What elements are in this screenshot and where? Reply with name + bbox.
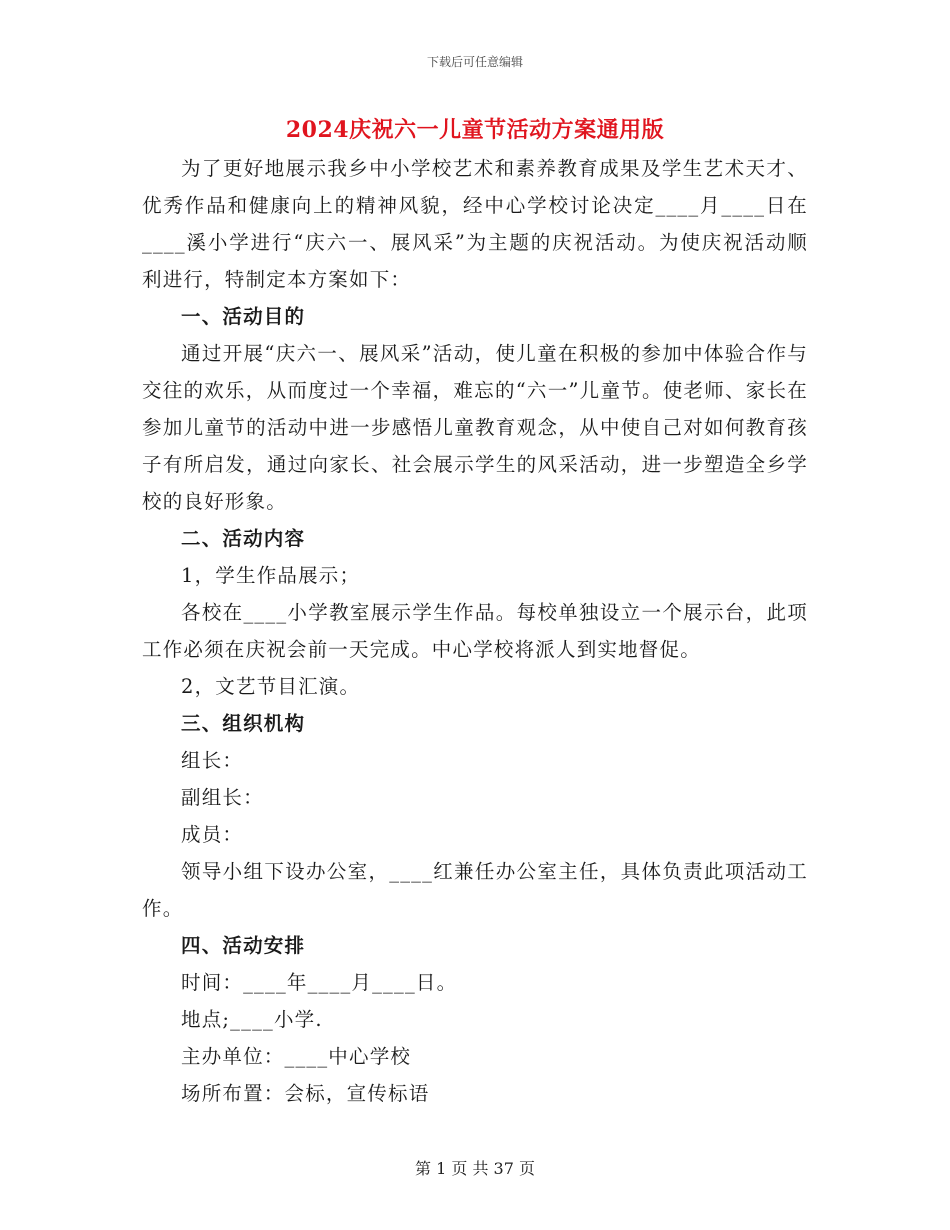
- document-title: 2024庆祝六一儿童节活动方案通用版: [285, 117, 665, 143]
- section-heading-content: 二、活动内容: [181, 527, 306, 550]
- content-item-2: 2，文艺节目汇演。: [181, 675, 361, 698]
- org-members: 成员：: [181, 823, 244, 846]
- schedule-organizer: 主办单位：____中心学校: [181, 1045, 412, 1068]
- content-item-1-detail: 各校在____小学教室展示学生作品。每校单独设立一个展示台，此项工作必须在庆祝会前一天完成。中心学校将派人到实地督促。: [142, 601, 808, 661]
- org-deputy-leader: 副组长：: [181, 786, 264, 809]
- content-item-1: 1，学生作品展示；: [181, 564, 361, 587]
- schedule-time: 时间：____年____月____日。: [181, 971, 458, 994]
- schedule-location: 地点;____小学.: [181, 1008, 323, 1031]
- purpose-paragraph: 通过开展“庆六一、展风采”活动，使儿童在积极的参加中体验合作与交往的欢乐，从而度过一个幸福，难忘的“六一”儿童节。使老师、家长在参加儿童节的活动中进一步感悟儿童教育观念，从中使自己对如何教育孩子有所启发，通过向家长、社会展示学生的风采活动，进一步塑造全乡学校的良好形象。: [142, 342, 808, 513]
- intro-paragraph: 为了更好地展示我乡中小学校艺术和素养教育成果及学生艺术天才、优秀作品和健康向上的精神风貌，经中心学校讨论决定____月____日在____溪小学进行“庆六一、展风采”为主题的庆祝活动。为使庆祝活动顺利进行，特制定本方案如下：: [142, 157, 808, 291]
- section-heading-schedule: 四、活动安排: [181, 934, 306, 957]
- header-note: 下载后可任意编辑: [426, 55, 523, 69]
- schedule-venue-setup: 场所布置：会标，宣传标语: [181, 1082, 430, 1105]
- page-footer: 第 1 页 共 37 页: [415, 1159, 535, 1178]
- section-heading-purpose: 一、活动目的: [181, 305, 306, 328]
- document-body: [142, 150, 808, 1112]
- org-office-paragraph: 领导小组下设办公室，____红兼任办公室主任，具体负责此项活动工作。: [142, 860, 808, 920]
- section-heading-organization: 三、组织机构: [181, 712, 306, 735]
- org-leader: 组长：: [181, 749, 244, 772]
